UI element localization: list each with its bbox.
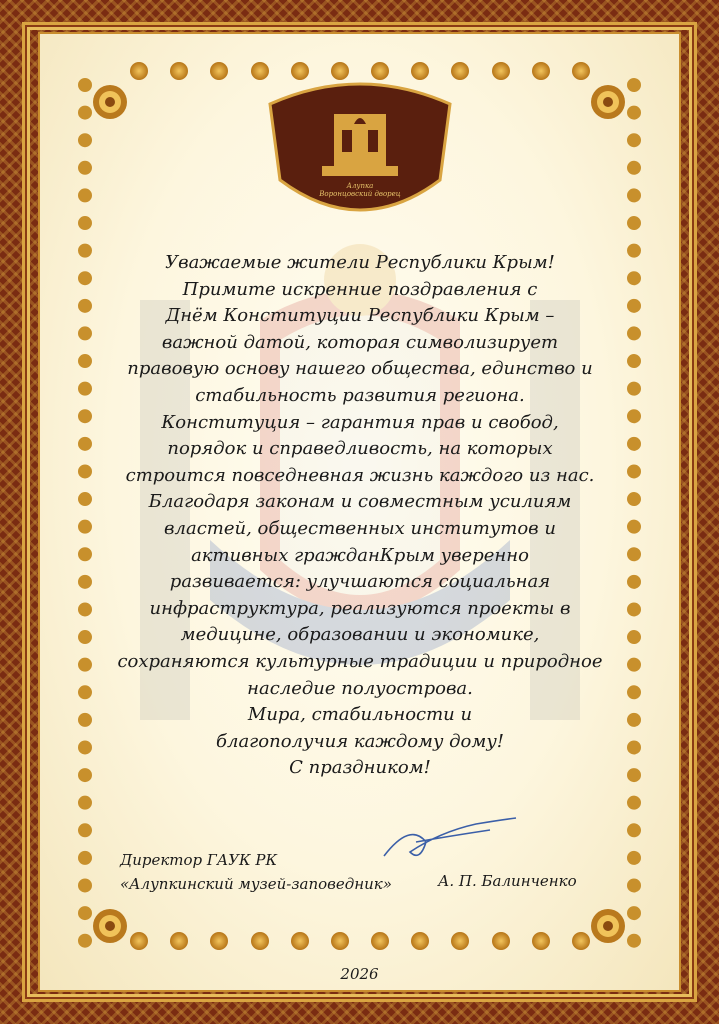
greeting-line: активных гражданКрым уверенно [191,544,529,566]
greeting-line: стабильность развития региона. [195,384,525,406]
bottom-ornament-row [130,932,590,950]
corner-rosette-icon [90,906,130,946]
position-line2: «Алупкинский музей-заповедник» [120,875,392,893]
greeting-line: благополучия каждому дому! [216,730,504,752]
year: 2026 [340,965,379,983]
signatory-name: А. П. Балинченко [438,872,577,890]
greeting-line: Конституция – гарантия прав и свобод, [161,411,559,433]
greeting-line: Благодаря законам и совместным усилиям [148,491,572,513]
greeting-line: Уважаемые жители Республики Крым! [165,252,555,273]
museum-emblem [262,70,458,222]
greeting-text [110,250,610,782]
handwritten-signature [380,812,520,868]
greeting-line: важной датой, которая символизирует [161,331,559,353]
greeting-line: правовую основу нашего общества, единство и [127,358,593,380]
position-line1: Директор ГАУК РК [120,851,278,869]
corner-rosette-icon [588,82,628,122]
emblem-caption-line2: Воронцовский дворец [319,190,401,198]
greeting-line: строится повседневная жизнь каждого из нас. [125,464,595,486]
greeting-line: Мира, стабильности и [247,704,473,726]
greeting-line: наследие полуострова. [247,677,473,699]
emblem-caption-line1: Алупка [346,182,374,190]
signatory-position [120,848,392,896]
greeting-line: медицине, образовании и экономике, [180,624,540,646]
greeting-line: С праздником! [289,757,431,779]
greeting-line: Днём Конституции Республики Крым – [165,305,555,327]
greeting-line: инфраструктура, реализуются проекты в [149,597,571,619]
corner-rosette-icon [90,82,130,122]
greeting-line: властей, общественных институтов и [164,517,556,539]
greeting-line: Примите искренние поздравления с [182,278,538,300]
corner-rosette-icon [588,906,628,946]
greeting-line: порядок и справедливость, на которых [167,438,553,460]
greeting-line: развивается: улучшаются социальная [169,571,551,593]
greeting-line: сохраняются культурные традиции и природное [117,650,603,672]
